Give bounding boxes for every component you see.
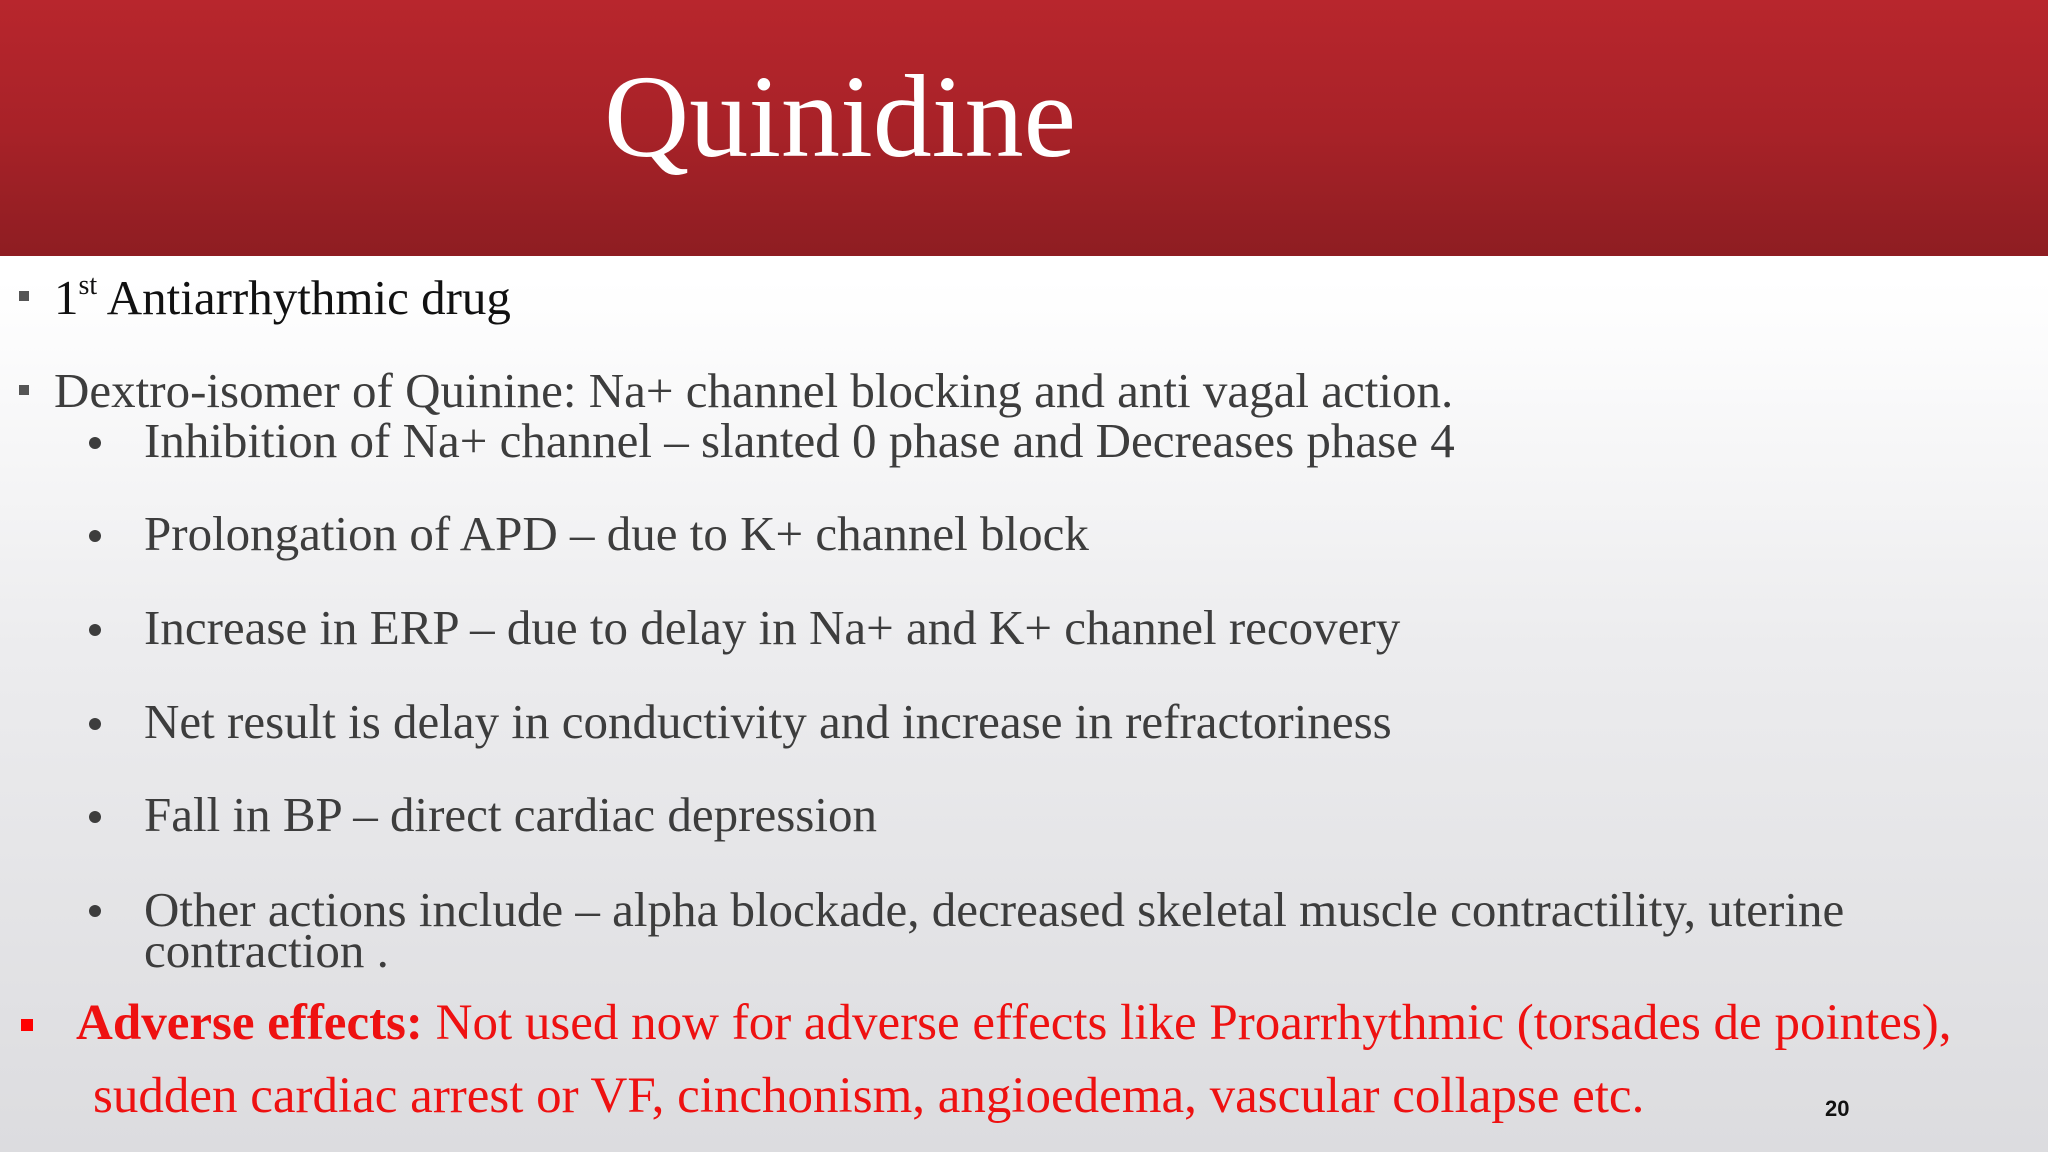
- dot-bullet-icon: [89, 811, 101, 823]
- first-number: 1: [54, 270, 79, 325]
- sub-item-erp: Increase in ERP – due to delay in Na+ and K+ channel recovery: [144, 600, 1401, 655]
- dot-bullet-icon: [89, 530, 101, 542]
- adverse-effects-line1: [76, 995, 1952, 1051]
- adverse-effects-text: Not used now for adverse effects like Proarrhythmic (torsades de pointes),: [422, 995, 1952, 1051]
- first-text: Antiarrhythmic drug: [106, 270, 511, 325]
- title-bar: [0, 0, 2048, 256]
- dot-bullet-icon: [89, 718, 101, 730]
- bullet-first-drug: [54, 270, 511, 325]
- sub-item-other-actions-cont: contraction .: [144, 923, 389, 978]
- sub-item-fall-bp: Fall in BP – direct cardiac depression: [144, 787, 877, 842]
- page-number: 20: [1825, 1096, 1850, 1121]
- square-bullet-icon: [19, 385, 29, 395]
- sub-item-net-result: Net result is delay in conductivity and increase in refractoriness: [144, 694, 1392, 749]
- dot-bullet-icon: [89, 624, 101, 636]
- square-bullet-icon: [19, 291, 29, 301]
- bullet-dextro-isomer: Dextro-isomer of Quinine: Na+ channel blocking and anti vagal action.: [54, 363, 1454, 418]
- first-superscript: st: [78, 270, 98, 301]
- sub-item-other-actions: Other actions include – alpha blockade, decreased skeletal muscle contractility, uterine: [144, 882, 1845, 937]
- adverse-effects-label: Adverse effects:: [76, 995, 423, 1051]
- sub-item-inhibition: Inhibition of Na+ channel – slanted 0 phase and Decreases phase 4: [144, 413, 1455, 468]
- square-bullet-icon: [21, 1019, 33, 1031]
- dot-bullet-icon: [89, 437, 101, 449]
- slide-title: Quinidine: [604, 51, 1076, 182]
- adverse-effects-line2: sudden cardiac arrest or VF, cinchonism, angioedema, vascular collapse etc.: [93, 1068, 1645, 1124]
- dot-bullet-icon: [89, 905, 101, 917]
- sub-item-apd: Prolongation of APD – due to K+ channel block: [144, 506, 1089, 561]
